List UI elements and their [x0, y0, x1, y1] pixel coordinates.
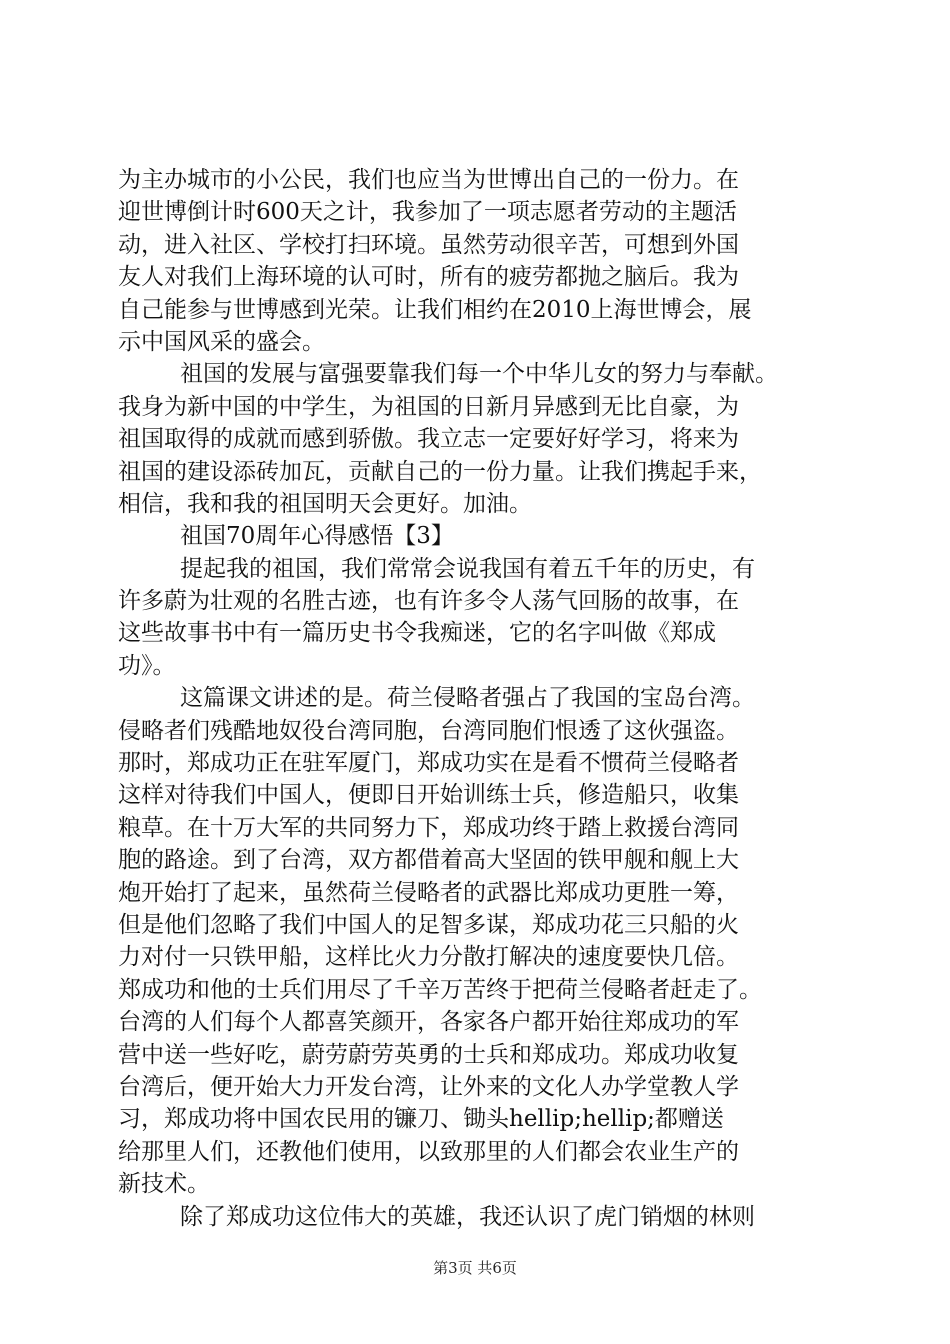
text-line: 粮草。在十万大军的共同努力下，郑成功终于踏上救援台湾同: [118, 814, 739, 841]
text-line: 侵略者们残酷地奴役台湾同胞，台湾同胞们恨透了这伙强盗。: [118, 717, 739, 744]
text-line: 我身为新中国的中学生，为祖国的日新月异感到无比自豪，为: [118, 393, 739, 420]
text-line: 习，郑成功将中国农民用的镰刀、锄头hellip;hellip;都赠送: [118, 1106, 724, 1133]
text-line: 新技术。: [118, 1171, 210, 1198]
text-line: 台湾的人们每个人都喜笑颜开，各家各户都开始往郑成功的军: [118, 1009, 739, 1036]
text-line: 这篇课文讲述的是。荷兰侵略者强占了我国的宝岛台湾。: [180, 685, 755, 712]
text-line: 营中送一些好吃，蔚劳蔚劳英勇的士兵和郑成功。郑成功收复: [118, 1041, 739, 1068]
text-line: 许多蔚为壮观的名胜古迹，也有许多令人荡气回肠的故事，在: [118, 588, 739, 615]
text-line: 胞的路途。到了台湾，双方都借着高大坚固的铁甲舰和舰上大: [118, 847, 739, 874]
text-line: 迎世博倒计时600天之计，我参加了一项志愿者劳动的主题活: [118, 199, 737, 226]
page-footer: 第3页 共6页: [433, 1259, 517, 1277]
text-line: 这样对待我们中国人，便即日开始训练士兵，修造船只，收集: [118, 782, 739, 809]
text-line: 但是他们忽略了我们中国人的足智多谋，郑成功花三只船的火: [118, 911, 739, 938]
text-line: 相信，我和我的祖国明天会更好。加油。: [118, 490, 532, 517]
text-line: 祖国的建设添砖加瓦，贡献自己的一份力量。让我们携起手来，: [118, 458, 762, 485]
text-line: 那时，郑成功正在驻军厦门，郑成功实在是看不惯荷兰侵略者: [118, 750, 739, 777]
text-line: 祖国70周年心得感悟【3】: [180, 523, 454, 550]
text-line: 除了郑成功这位伟大的英雄，我还认识了虎门销烟的林则: [180, 1203, 755, 1230]
text-line: 郑成功和他的士兵们用尽了千辛万苦终于把荷兰侵略者赶走了。: [118, 976, 762, 1003]
text-line: 这些故事书中有一篇历史书令我痴迷，它的名字叫做《郑成: [118, 620, 716, 647]
text-line: 为主办城市的小公民，我们也应当为世博出自己的一份力。在: [118, 167, 739, 193]
text-line: 自己能参与世博感到光荣。让我们相约在2010上海世博会，展: [118, 296, 752, 323]
text-line: 力对付一只铁甲船，这样比火力分散打解决的速度要快几倍。: [118, 944, 739, 971]
text-line: 友人对我们上海环境的认可时，所有的疲劳都抛之脑后。我为: [118, 264, 739, 291]
text-line: 动，进入社区、学校打扫环境。虽然劳动很辛苦，可想到外国: [118, 231, 739, 258]
text-line: 示中国风采的盛会。: [118, 328, 325, 355]
text-line: 功》。: [118, 652, 176, 679]
text-line: 祖国取得的成就而感到骄傲。我立志一定要好好学习，将来为: [118, 426, 739, 453]
text-line: 祖国的发展与富强要靠我们每一个中华儿女的努力与奉献。: [180, 361, 778, 388]
document-body: [118, 164, 844, 1233]
text-line: 提起我的祖国，我们常常会说我国有着五千年的历史，有: [180, 555, 755, 582]
text-line: 炮开始打了起来，虽然荷兰侵略者的武器比郑成功更胜一筹，: [118, 879, 739, 906]
text-line: 台湾后，便开始大力开发台湾，让外来的文化人办学堂教人学: [118, 1073, 739, 1100]
text-line: 给那里人们，还教他们使用，以致那里的人们都会农业生产的: [118, 1138, 739, 1165]
